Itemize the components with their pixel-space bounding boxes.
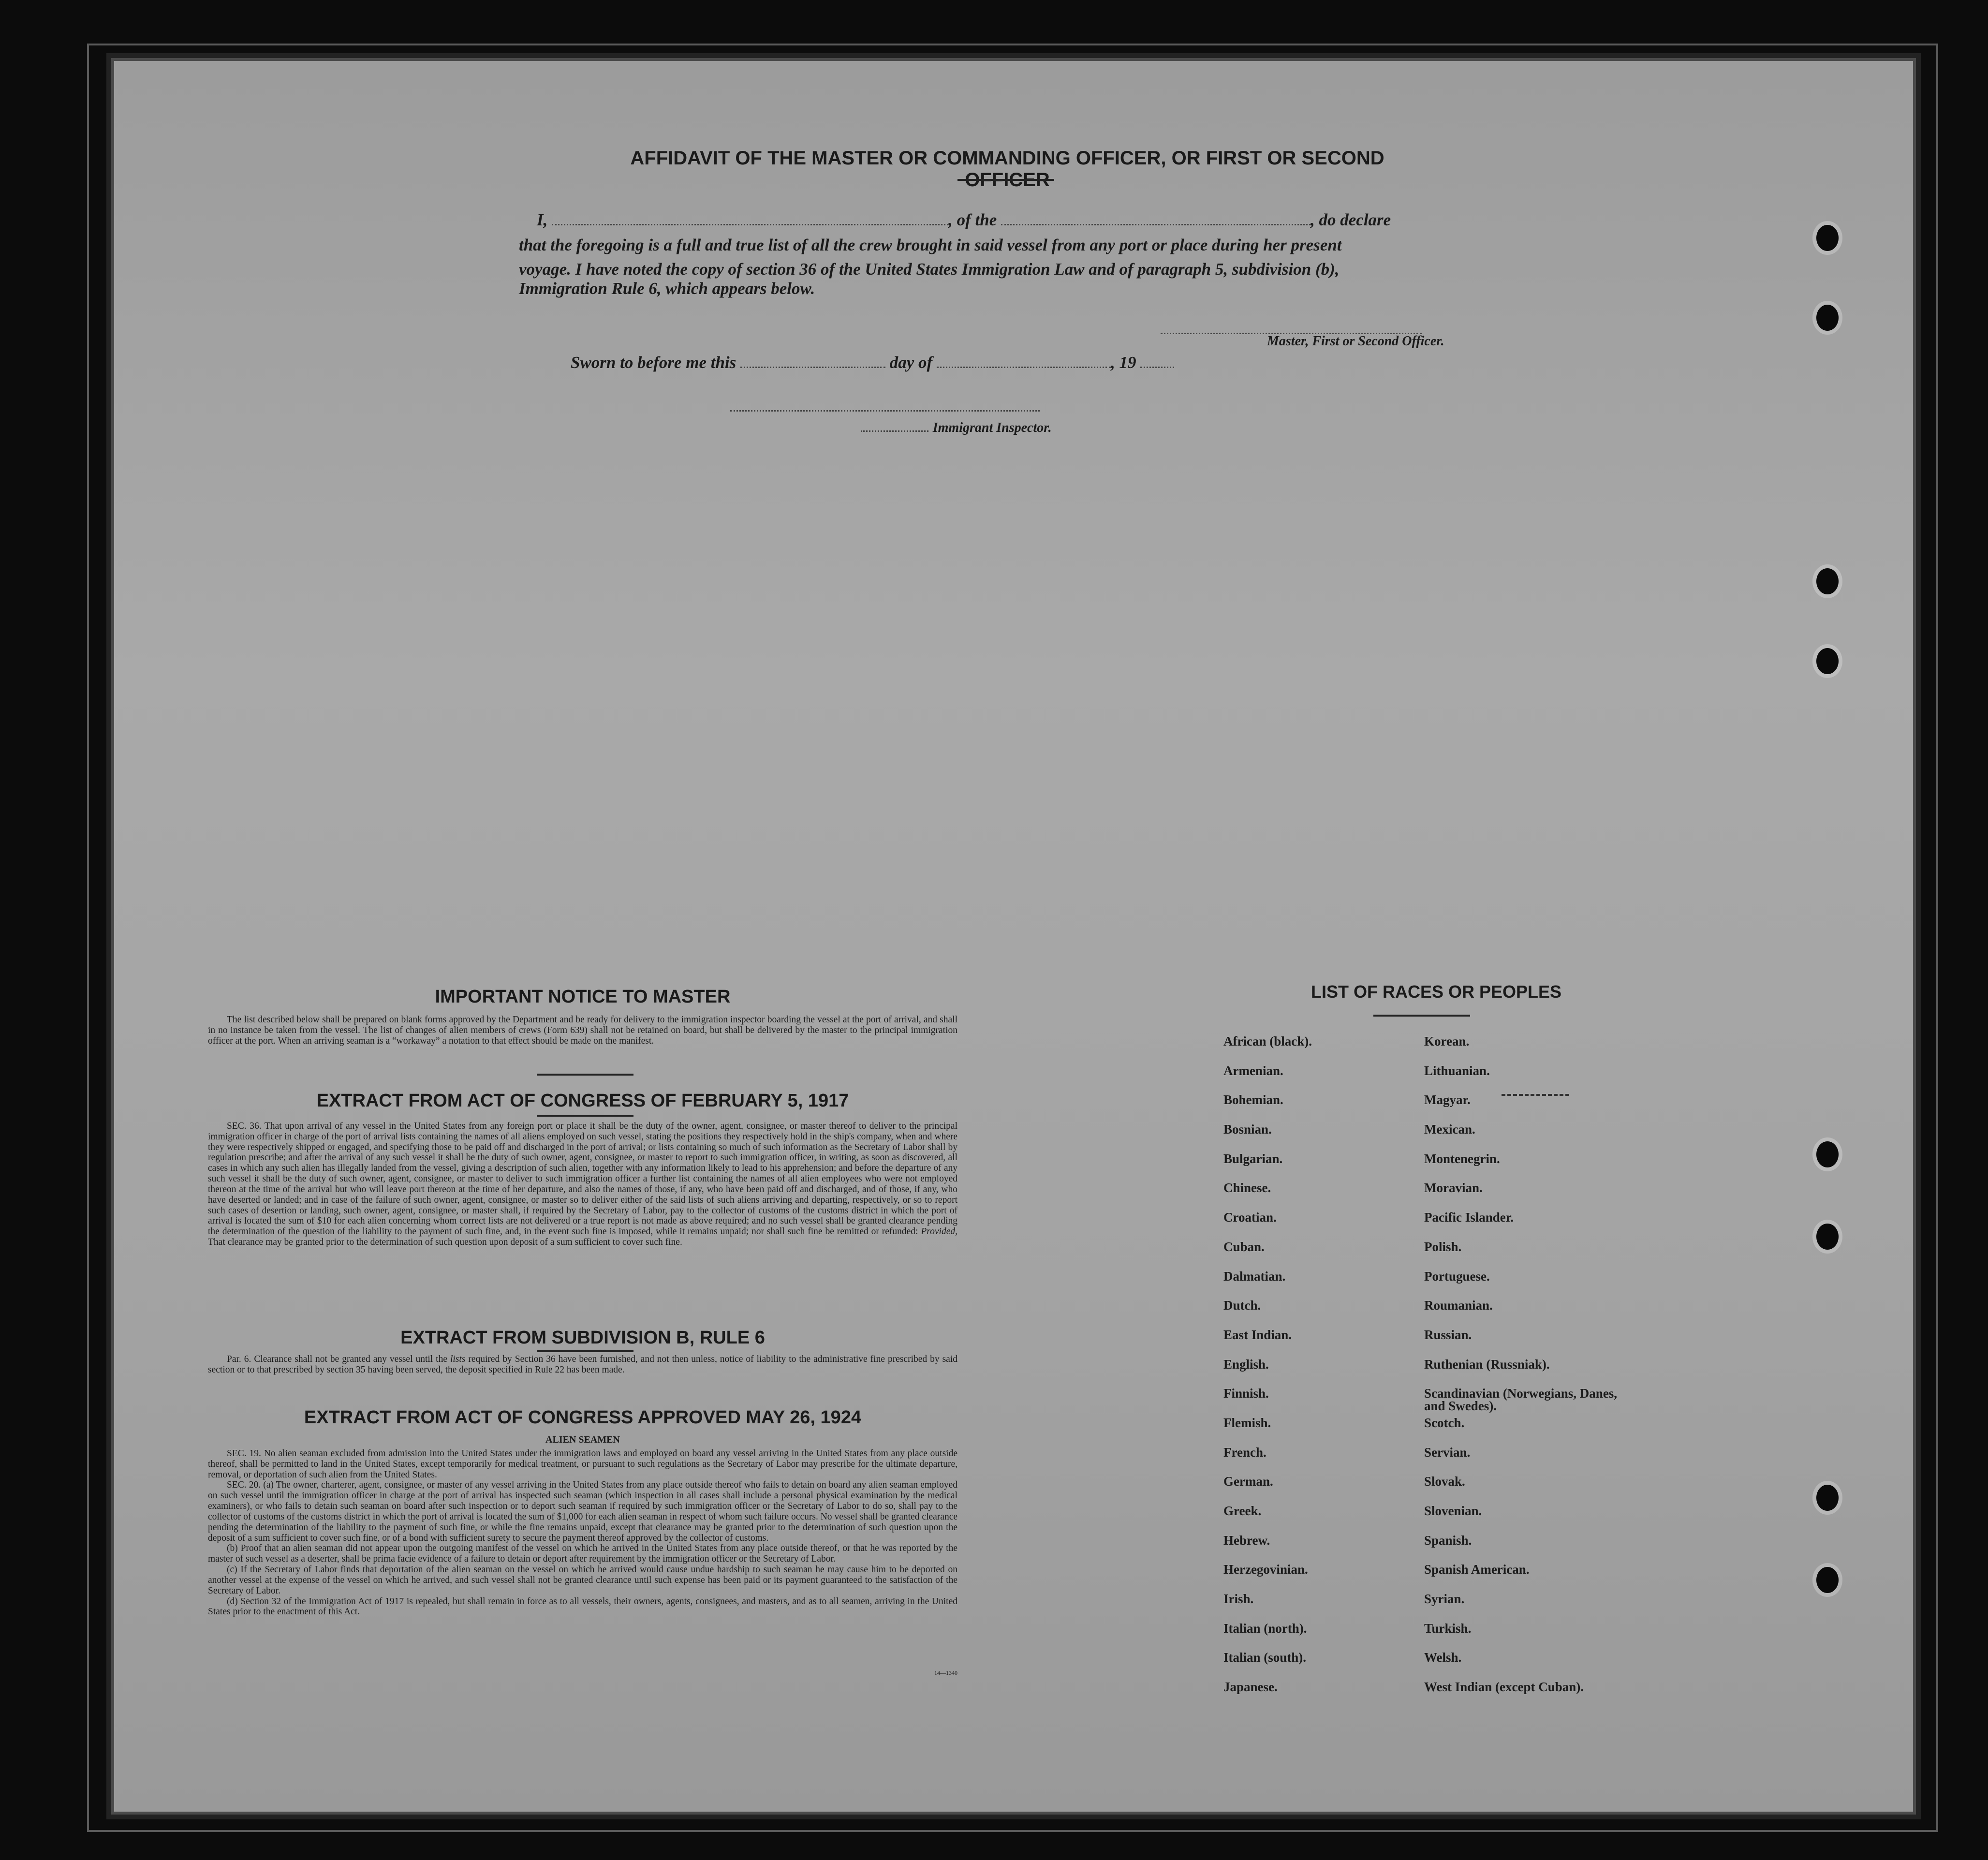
- affidavit-of-the-label: , of the: [948, 210, 997, 229]
- lists-word: lists: [450, 1354, 466, 1364]
- race-item: Magyar.: [1424, 1092, 1471, 1107]
- sec20d-text: (d) Section 32 of the Immigration Act of 1917 is repealed, but shall remain in force as to all vessels, their owners, agents, consignees, and masters, and as to all seamen, arriving in the United States prior to the enactment of this Act.: [208, 1596, 957, 1617]
- sec36-text-end: That clearance may be granted prior to the determination of such question upon deposit of a sum sufficient to cover such fine.: [208, 1237, 682, 1248]
- binder-hole: [1816, 1141, 1839, 1167]
- notice-title: IMPORTANT NOTICE TO MASTER: [435, 987, 731, 1007]
- race-item: Portuguese.: [1424, 1269, 1490, 1284]
- inspector-signature-block: [730, 397, 1040, 416]
- notice-rule: [537, 1074, 633, 1076]
- race-item: Finnish.: [1223, 1386, 1269, 1401]
- sworn-label: Sworn to before me this: [571, 353, 736, 372]
- proviso-word: Provided,: [921, 1226, 957, 1237]
- binder-hole: [1816, 225, 1839, 251]
- notice-paragraph: The list described below shall be prepared on blank forms approved by the Department and be ready for delivery to the immigration inspector boarding the vessel at the port of arrival, and shall in no instance be taken from the vessel. The list of changes of alien members of crews (Form 639) shall not be retained on board, but shall be delivered by the master to the principal immigration officer at the port. When an arriving seaman is a “workaway” a notation to that effect should be made on the manifest.: [208, 1015, 957, 1046]
- sworn-month-blank[interactable]: [937, 355, 1111, 368]
- sec20b-text: (b) Proof that an alien seaman did not appear upon the outgoing manifest of the vessel on which he arrived in the United States from any place outside thereof, or that he was reported by the master of such vessel as a deserter, shall be prima facie evidence of a failure to detain or deport after requirement by the immigration officer or the Secretary of Labor.: [208, 1543, 957, 1565]
- races-title-rule: [1373, 1015, 1470, 1017]
- race-item: Lithuanian.: [1424, 1063, 1490, 1078]
- race-item: Bohemian.: [1223, 1092, 1283, 1107]
- vessel-blank[interactable]: [1001, 212, 1311, 225]
- inspector-label: Immigrant Inspector.: [932, 420, 1052, 435]
- races-list-right: [1424, 1035, 1627, 1710]
- binder-hole: [1816, 568, 1839, 594]
- race-item: Scandinavian (Norwegians, Danes, and Swedes).: [1424, 1386, 1618, 1414]
- race-item: English.: [1223, 1357, 1269, 1372]
- race-item: Italian (south).: [1223, 1650, 1307, 1665]
- binder-hole: [1816, 1485, 1839, 1511]
- sec36-text: SEC. 36. That upon arrival of any vessel in the United States from any foreign port or place it shall be the duty of the owner, agent, consignee, or master thereof to deliver to the principal immigration officer in charge of the port of arrival lists containing the names of all aliens employed on such vessel, stating the positions they respectively hold in the ship's company, when and where they were respectively shipped or engaged, and specifying those to be paid off and discharged in the port of arrival; or lists containing so much of such information as the Secretary of Labor shall by regulation prescribe; and after the arrival of any such vessel it shall be the duty of such owner, agent, consignee, or master to report to such immigration officer, in writing, as soon as discovered, all cases in which any such alien has illegally landed from the vessel, giving a description of such alien, together with any information likely to lead to his apprehension; and before the departure of any such vessel it shall be the duty of such owner, agent, consignee, or master to deliver to such immigration officer a further list containing the names of all alien employees who were not employed thereon at the time of the arrival but who will leave port thereon at the time of her departure, and also the names of those, if any, who have been paid off and discharged, and of those, if any, who have deserted or landed; and in case of the failure of such owner, agent, consignee, or master so to deliver either of the said lists of such aliens arriving and departing, respectively, or so to report such cases of desertion or landing, such owner, agent, consignee, or master shall, if required by the Secretary of Labor, pay to the collector of customs of the customs district in which the port of arrival is located the sum of $10 for each alien concerning whom correct lists are not delivered or a true report is not made as above required; and no such vessel shall be granted clearance pending the determination of the question of the liability to the payment of such fine, and, in the event such fine is imposed, while it remains unpaid; nor shall such fine be remitted or refunded:: [208, 1121, 957, 1237]
- race-item: West Indian (except Cuban).: [1424, 1680, 1584, 1695]
- race-item: Moravian.: [1424, 1181, 1483, 1196]
- races-list-left: [1223, 1035, 1427, 1710]
- race-item: Herzegovinian.: [1223, 1562, 1308, 1577]
- affidavit-line-2: that the foregoing is a full and true list of all the crew brought in said vessel from any port or place during her present: [519, 236, 1342, 254]
- race-item: Irish.: [1223, 1592, 1254, 1607]
- sworn-year-blank[interactable]: [1140, 355, 1174, 368]
- race-item: Cuban.: [1223, 1239, 1265, 1254]
- affidavit-declaration-line: [537, 210, 1391, 230]
- name-blank[interactable]: [552, 212, 948, 225]
- race-item: Hebrew.: [1223, 1533, 1270, 1548]
- sec20a-text: SEC. 20. (a) The owner, charterer, agent, consignee, or master of any vessel arriving in the United States from any place outside thereof who fails to detain on board any alien seaman employed on such vessel until the immigration officer in charge at the port of arrival has inspected such seaman (which inspection in all cases shall include a personal physical examination by the medical examiners), or who fails to detain such seaman on board after such inspection or to deport such seaman if required by such immigration officer or the Secretary of Labor to do so, shall pay to the collector of customs of the customs district in which the port of arrival is located the sum of $1,000 for each alien seaman in respect of whom such failure occurs. No vessel shall be granted clearance pending the determination of the liability to the payment of such fine, or while the fine remains unpaid, except that clearance may be granted prior to the determination of such question upon the deposit of a sum sufficient to cover such fine, or of a bond with sufficient surety to secure the payment thereof approved by the collector of customs.: [208, 1480, 957, 1543]
- race-item: Turkish.: [1424, 1621, 1472, 1636]
- par6-text-a: Par. 6. Clearance shall not be granted any vessel until the: [227, 1354, 450, 1364]
- inspector-signature-blank[interactable]: [730, 405, 1040, 412]
- race-item: Ruthenian (Russniak).: [1424, 1357, 1550, 1372]
- master-signature-label: Master, First or Second Officer.: [1267, 334, 1444, 349]
- races-title: LIST OF RACES OR PEOPLES: [1311, 982, 1562, 1002]
- subdivision-b-title: EXTRACT FROM SUBDIVISION B, RULE 6: [400, 1328, 765, 1348]
- race-item: Italian (north).: [1223, 1621, 1307, 1636]
- race-item: Croatian.: [1223, 1210, 1277, 1225]
- sworn-date-blank[interactable]: [740, 355, 885, 368]
- inspector-dot-leader: [861, 425, 928, 432]
- race-item: Servian.: [1424, 1445, 1471, 1460]
- race-item: Pacific Islander.: [1424, 1210, 1514, 1225]
- notice-text: [208, 1015, 957, 1046]
- race-item: Greek.: [1223, 1504, 1262, 1518]
- race-item: Armenian.: [1223, 1063, 1283, 1078]
- race-item: Spanish American.: [1424, 1562, 1530, 1577]
- race-item: Spanish.: [1424, 1533, 1472, 1548]
- race-item: Montenegrin.: [1424, 1151, 1500, 1166]
- binder-hole: [1816, 305, 1839, 331]
- race-item: Polish.: [1424, 1239, 1462, 1254]
- binder-hole: [1816, 1224, 1839, 1250]
- sworn-year-label: , 19: [1110, 353, 1136, 372]
- sworn-day-of-label: day of: [889, 353, 933, 372]
- extract-1917-rule: [537, 1115, 633, 1117]
- race-item: Slovenian.: [1424, 1504, 1482, 1518]
- race-item: Slovak.: [1424, 1474, 1465, 1489]
- race-item: Dalmatian.: [1223, 1269, 1286, 1284]
- inspector-line: [861, 417, 1052, 436]
- affidavit-title-rule: [957, 179, 1054, 181]
- race-item: Flemish.: [1223, 1415, 1271, 1430]
- race-item: Bosnian.: [1223, 1122, 1272, 1137]
- race-item: Roumanian.: [1424, 1298, 1493, 1313]
- race-item: African (black).: [1223, 1034, 1312, 1048]
- affidavit-declare-label: , do declare: [1311, 210, 1391, 229]
- binder-hole: [1816, 1567, 1839, 1593]
- affidavit-line-3: voyage. I have noted the copy of section 36 of the United States Immigration Law and of paragraph 5, subdivision (b),: [519, 260, 1340, 279]
- extract-1924-text: [208, 1448, 957, 1617]
- par6-text-b: required by Section 36 have been furnished, and not then unless, notice of liability to the administrative fine prescribed by said section or to that prescribed by section 35 having been served, the deposit specified in Rule 22 has been made.: [208, 1354, 957, 1375]
- sec20c-text: (c) If the Secretary of Labor finds that deportation of the alien seaman on the vessel on which he arrived would cause undue hardship to such seaman he may cause him to be deported on another vessel at the expense of the vessel on which he arrived, and such vessel shall not be granted clearance until such expense has been paid or its payment guaranteed to the satisfaction of the Secretary of Labor.: [208, 1565, 957, 1596]
- sec19-text: SEC. 19. No alien seaman excluded from admission into the United States under the immigration laws and employed on board any vessel arriving in the United States from any place outside thereof, shall be permitted to land in the United States, except temporarily for medical treatment, or pursuant to such regulations as the Secretary of Labor may prescribe for the ultimate departure, removal, or deportation of such alien from the United States.: [208, 1448, 957, 1480]
- subdivision-b-text: [208, 1354, 957, 1375]
- affidavit-title: AFFIDAVIT OF THE MASTER OR COMMANDING OFFICER, OR FIRST OR SECOND OFFICER: [630, 148, 1384, 191]
- alien-seamen-subtitle: ALIEN SEAMEN: [545, 1434, 620, 1445]
- race-item: Chinese.: [1223, 1181, 1271, 1196]
- race-item: Scotch.: [1424, 1415, 1465, 1430]
- sworn-line: [571, 353, 1174, 372]
- binder-hole: [1816, 648, 1839, 674]
- extract-1917-title: EXTRACT FROM ACT OF CONGRESS OF FEBRUARY 5, 1917: [316, 1091, 849, 1111]
- race-item: Russian.: [1424, 1327, 1472, 1342]
- race-item: Bulgarian.: [1223, 1151, 1283, 1166]
- extract-1924-title: EXTRACT FROM ACT OF CONGRESS APPROVED MAY 26, 1924: [304, 1407, 862, 1428]
- races-dash-mark: [1502, 1094, 1569, 1096]
- affidavit-i-label: I,: [537, 210, 548, 229]
- race-item: Syrian.: [1424, 1592, 1465, 1607]
- subdivision-b-rule: [537, 1350, 633, 1352]
- race-item: Welsh.: [1424, 1650, 1462, 1665]
- bleed-through-text: [701, 102, 710, 140]
- race-item: East Indian.: [1223, 1327, 1292, 1342]
- extract-1917-text: [208, 1121, 957, 1248]
- race-item: German.: [1223, 1474, 1273, 1489]
- race-item: Mexican.: [1424, 1122, 1475, 1137]
- race-item: Japanese.: [1223, 1680, 1278, 1695]
- form-number: 14—1340: [934, 1669, 957, 1676]
- race-item: Korean.: [1424, 1034, 1470, 1048]
- affidavit-line-4: Immigration Rule 6, which appears below.: [519, 279, 815, 298]
- race-item: Dutch.: [1223, 1298, 1261, 1313]
- race-item: French.: [1223, 1445, 1266, 1460]
